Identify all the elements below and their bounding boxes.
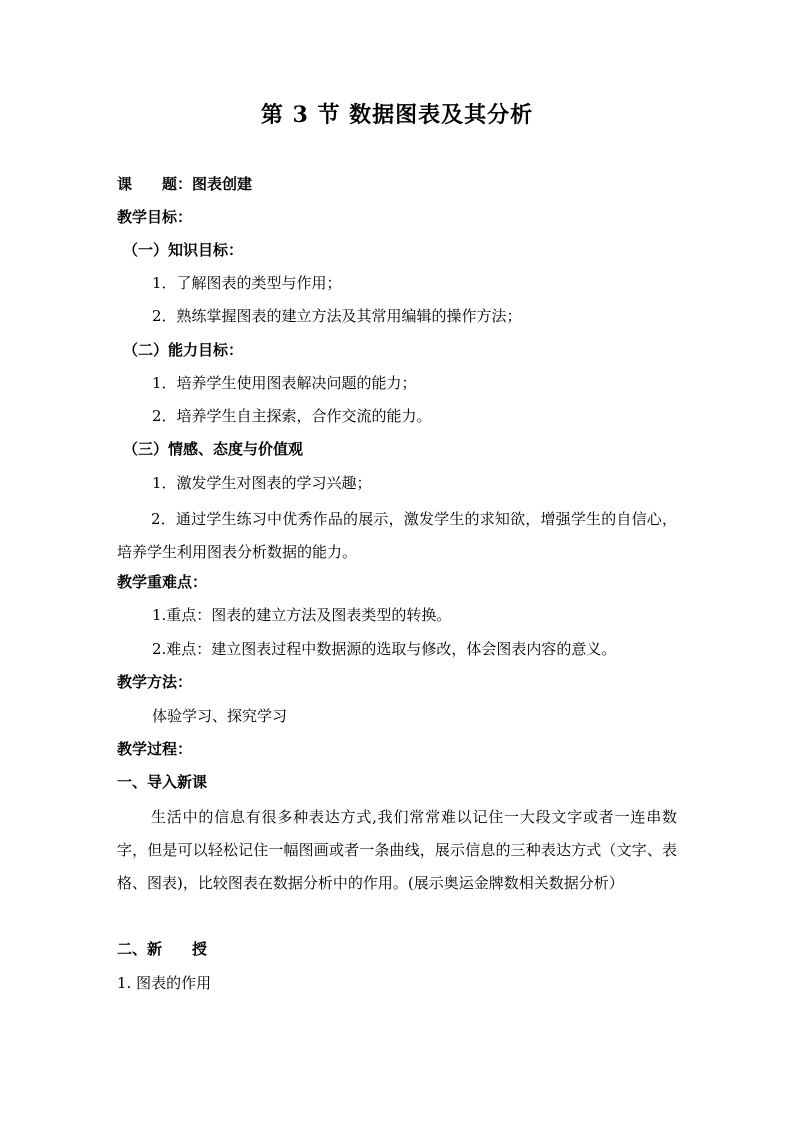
knowledge-item: 1．了解图表的类型与作用； (152, 274, 342, 292)
key-point-item: 2.难点：建立图表过程中数据源的选取与修改，体会图表内容的意义。 (152, 640, 617, 658)
methods-text: 体验学习、探究学习 (152, 707, 288, 725)
process-heading: 教学过程： (117, 740, 193, 758)
topic-label: 课 题： (117, 175, 193, 193)
intro-heading: 一、导入新课 (117, 773, 208, 791)
topic-line (117, 173, 252, 195)
ability-item: 2．培养学生自主探索，合作交流的能力。 (152, 407, 432, 425)
emotion-heading: （三）情感、态度与价值观 (123, 440, 304, 458)
methods-heading: 教学方法： (117, 673, 193, 691)
topic-value: 图表创建 (192, 175, 253, 193)
key-points-heading: 教学重难点： (117, 573, 208, 591)
intro-paragraph: 生活中的信息有很多种表达方式,我们常常难以记住一大段文字或者一连串数字，但是可以轻松记住一幅图画或者一条曲线，展示信息的三种表达方式（文字、表格、图表)，比较图表在数据分析中的作用。(展示奥运金牌数相关数据分析） (117, 808, 677, 892)
page-title: 第 3 节 数据图表及其分析 (260, 102, 534, 128)
ability-item: 1．培养学生使用图表解决问题的能力； (152, 374, 417, 392)
ability-heading: （二）能力目标： (123, 341, 244, 359)
subsection-heading: 1. 图表的作用 (117, 974, 212, 992)
knowledge-item: 2．熟练掌握图表的建立方法及其常用编辑的操作方法； (152, 307, 522, 325)
objectives-heading: 教学目标： (117, 208, 193, 226)
new-lesson-heading: 二、新 授 (117, 940, 208, 958)
emotion-item-paragraph: 2．通过学生练习中优秀作品的展示，激发学生的求知欲，增强学生的自信心，培养学生利用图表分析数据的能力。 (117, 510, 677, 561)
emotion-item: 1．激发学生对图表的学习兴趣； (152, 474, 372, 492)
key-point-item: 1.重点：图表的建立方法及图表类型的转换。 (152, 606, 452, 624)
knowledge-heading: （一）知识目标： (123, 241, 244, 259)
